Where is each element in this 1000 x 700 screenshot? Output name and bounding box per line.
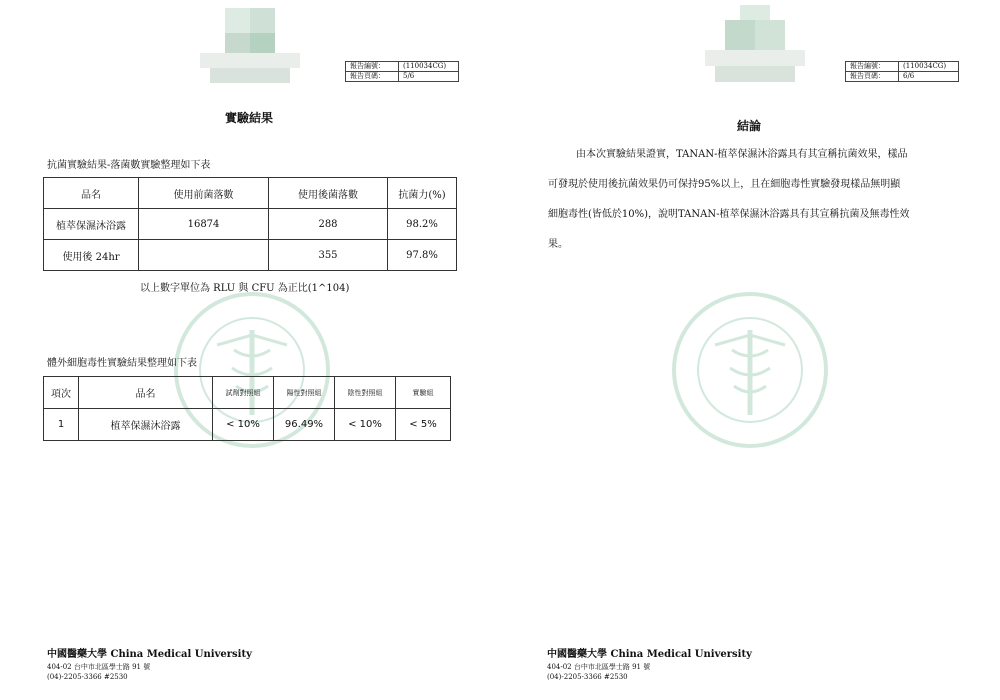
table-cell: < 10% xyxy=(335,409,396,441)
page-label: 報告頁碼： xyxy=(846,72,899,81)
report-page-right xyxy=(500,0,1000,700)
table-row xyxy=(44,209,457,240)
table-row xyxy=(44,240,457,271)
table-cell: < 10% xyxy=(213,409,274,441)
report-info-box xyxy=(345,61,459,82)
report-no: (110034CG) xyxy=(403,62,447,70)
table-cell xyxy=(139,240,269,271)
page-heading: 實驗結果 xyxy=(225,111,274,125)
table-cell: 16874 xyxy=(139,209,269,240)
table-header-cell: 陰性對照組 xyxy=(335,377,396,409)
footer-university-name: 中國醫藥大學 China Medical University xyxy=(47,649,252,660)
table-cell: 植萃保濕沐浴露 xyxy=(44,209,139,240)
footer-address: 404-02 台中市北區學士路 91 號 xyxy=(547,663,651,671)
table-header-cell: 陽性對照組 xyxy=(274,377,335,409)
table-header-row xyxy=(44,377,451,409)
table-cell: 98.2% xyxy=(388,209,457,240)
table-cell: 97.8% xyxy=(388,240,457,271)
report-no-label: 報告編號： xyxy=(846,62,899,71)
table-cell: 植萃保濕沐浴露 xyxy=(79,409,213,441)
page-no: 5/6 xyxy=(403,72,415,80)
table-header-cell: 品名 xyxy=(79,377,213,409)
table-row xyxy=(44,409,451,441)
table-header-cell: 使用後菌落數 xyxy=(269,178,388,209)
cytotoxicity-table xyxy=(43,376,451,441)
antibac-intro: 抗菌實驗結果-落菌數實驗整理如下表 xyxy=(47,160,211,171)
table-header-cell: 品名 xyxy=(44,178,139,209)
university-seal xyxy=(670,290,830,450)
page-label: 報告頁碼： xyxy=(346,72,399,81)
table-header-row xyxy=(44,178,457,209)
footer-university-name: 中國醫藥大學 China Medical University xyxy=(547,649,752,660)
table-cell: 288 xyxy=(269,209,388,240)
report-info-box xyxy=(845,61,959,82)
table-cell: 355 xyxy=(269,240,388,271)
conclusion-line: 可發現於使用後抗菌效果仍可保持95%以上，且在細胞毒性實驗發現樣品無明顯 xyxy=(548,179,901,190)
table-cell: < 5% xyxy=(396,409,451,441)
footer-phone: (04)-2205-3366 #2530 xyxy=(547,673,628,681)
blurred-logo xyxy=(705,5,805,87)
page-no: 6/6 xyxy=(903,72,915,80)
report-no-label: 報告編號： xyxy=(346,62,399,71)
conclusion-line: 果。 xyxy=(548,239,568,250)
footer-phone: (04)-2205-3366 #2530 xyxy=(47,673,128,681)
table-header-cell: 試劑對照組 xyxy=(213,377,274,409)
footer xyxy=(47,648,252,682)
blurred-logo xyxy=(200,8,300,88)
footer xyxy=(547,648,752,682)
table-cell: 使用後 24hr xyxy=(44,240,139,271)
report-no: (110034CG) xyxy=(903,62,947,70)
table-header-cell: 使用前菌落數 xyxy=(139,178,269,209)
table-header-cell: 抗菌力(%) xyxy=(388,178,457,209)
conclusion-line: 由本次實驗結果證實，TANAN-植萃保濕沐浴露具有其宣稱抗菌效果，樣品 xyxy=(576,149,908,160)
footer-address: 404-02 台中市北區學士路 91 號 xyxy=(47,663,151,671)
table-header-cell: 實驗組 xyxy=(396,377,451,409)
conclusion-paragraph xyxy=(548,140,958,260)
table-header-cell: 項次 xyxy=(44,377,79,409)
page-heading: 結論 xyxy=(737,119,762,133)
cyto-intro: 體外細胞毒性實驗結果整理如下表 xyxy=(47,358,197,369)
conclusion-line: 細胞毒性(皆低於10%)，說明TANAN-植萃保濕沐浴露具有其宣稱抗菌及無毒性效 xyxy=(548,209,910,220)
table-cell: 96.49% xyxy=(274,409,335,441)
antibac-note: 以上數字單位為 RLU 與 CFU 為正比(1^104) xyxy=(140,283,350,294)
table-cell: 1 xyxy=(44,409,79,441)
antibacterial-table xyxy=(43,177,457,271)
